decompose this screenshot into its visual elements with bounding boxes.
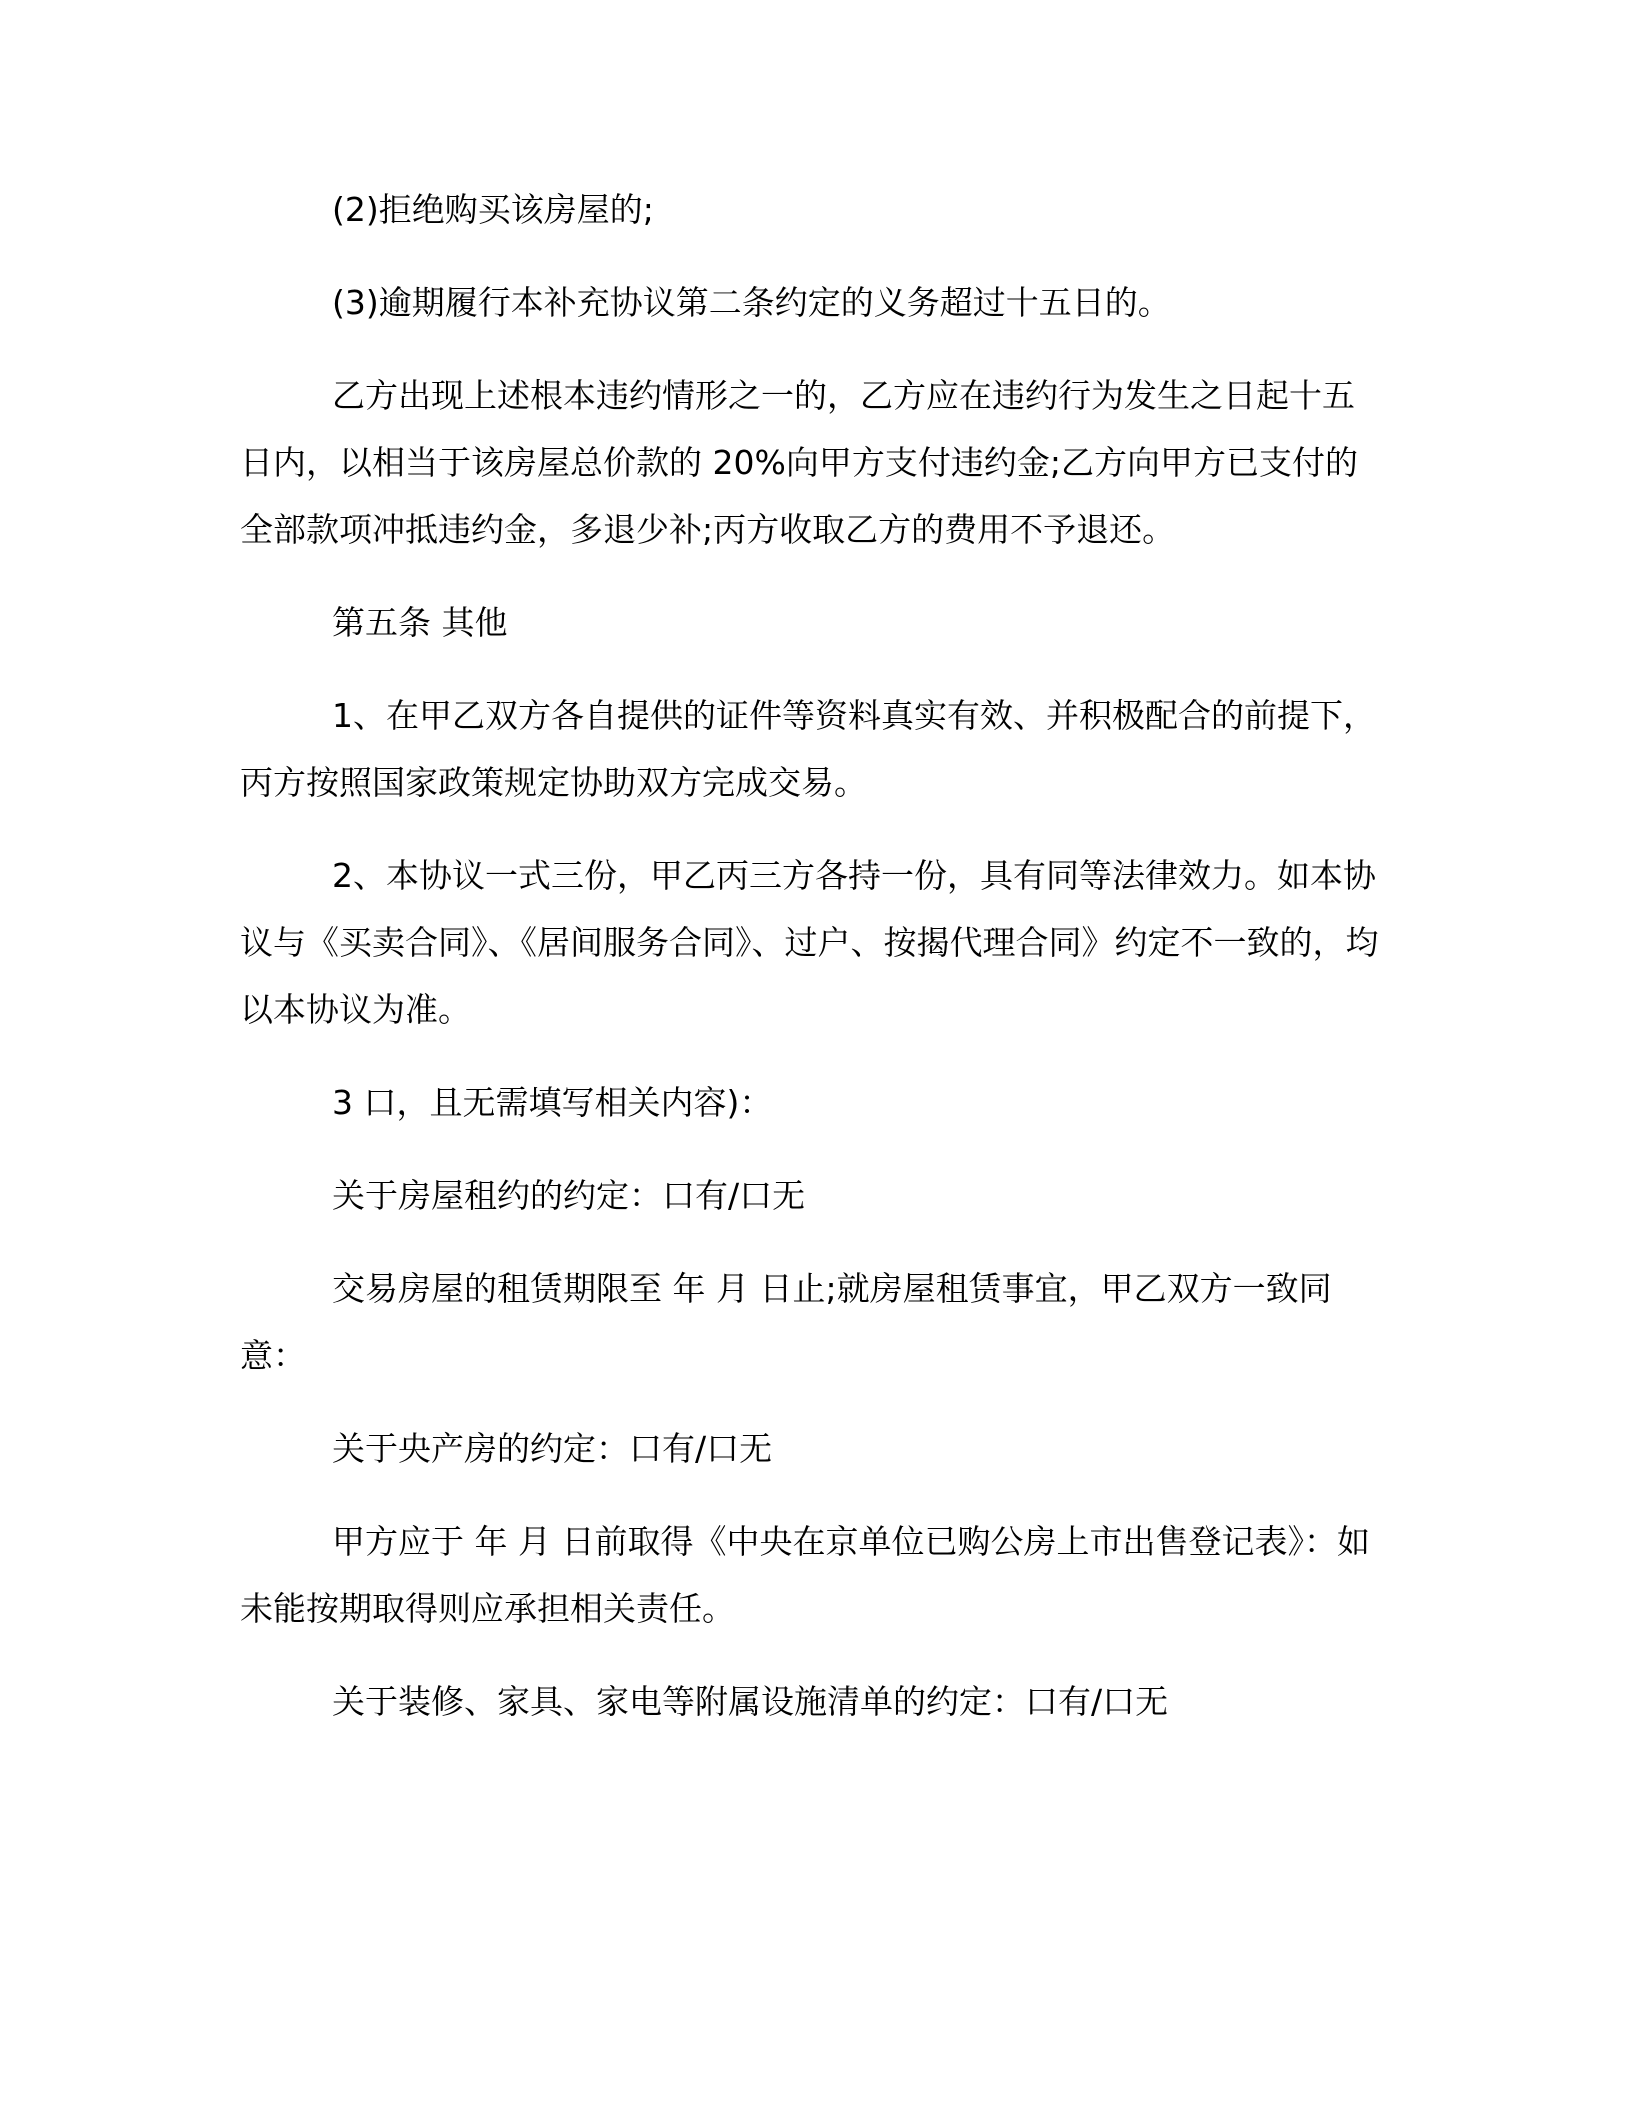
central-housing-option: 关于央产房的约定：口有/口无 — [332, 1429, 773, 1468]
lease-agreement-option: 关于房屋租约的约定：口有/口无 — [332, 1176, 806, 1215]
other-clause-3: 3 口，且无需填写相关内容)： — [332, 1083, 773, 1122]
breach-paragraph: 乙方出现上述根本违约情形之一的，乙方应在违约行为发生之日起十五日内，以相当于该房屋总价款的 20%向甲方支付违约金;乙方向甲方已支付的全部款项冲抵违约金，多退少补;丙方收取乙方的费用不予退还。 — [240, 376, 1358, 549]
clause-item-3: (3)逾期履行本补充协议第二条约定的义务超过十五日的。 — [332, 283, 1171, 322]
other-clause-2: 2、本协议一式三份，甲乙丙三方各持一份，具有同等法律效力。如本协议与《买卖合同》、《居间服务合同》、过户、按揭代理合同》约定不一致的，均以本协议为准。 — [240, 856, 1379, 1029]
central-housing-paragraph: 甲方应于 年 月 日前取得《中央在京单位已购公房上市出售登记表》：如未能按期取得则应承担相关责任。 — [240, 1522, 1370, 1628]
lease-term-paragraph: 交易房屋的租赁期限至 年 月 日止;就房屋租赁事宜，甲乙双方一致同意： — [240, 1269, 1332, 1375]
article-5-heading: 第五条 其他 — [332, 603, 508, 642]
clause-item-2: (2)拒绝购买该房屋的; — [332, 190, 654, 229]
fixtures-list-option: 关于装修、家具、家电等附属设施清单的约定：口有/口无 — [332, 1682, 1169, 1721]
other-clause-1: 1、在甲乙双方各自提供的证件等资料真实有效、并积极配合的前提下，丙方按照国家政策规定协助双方完成交易。 — [240, 696, 1376, 802]
document-body — [240, 176, 1380, 1761]
